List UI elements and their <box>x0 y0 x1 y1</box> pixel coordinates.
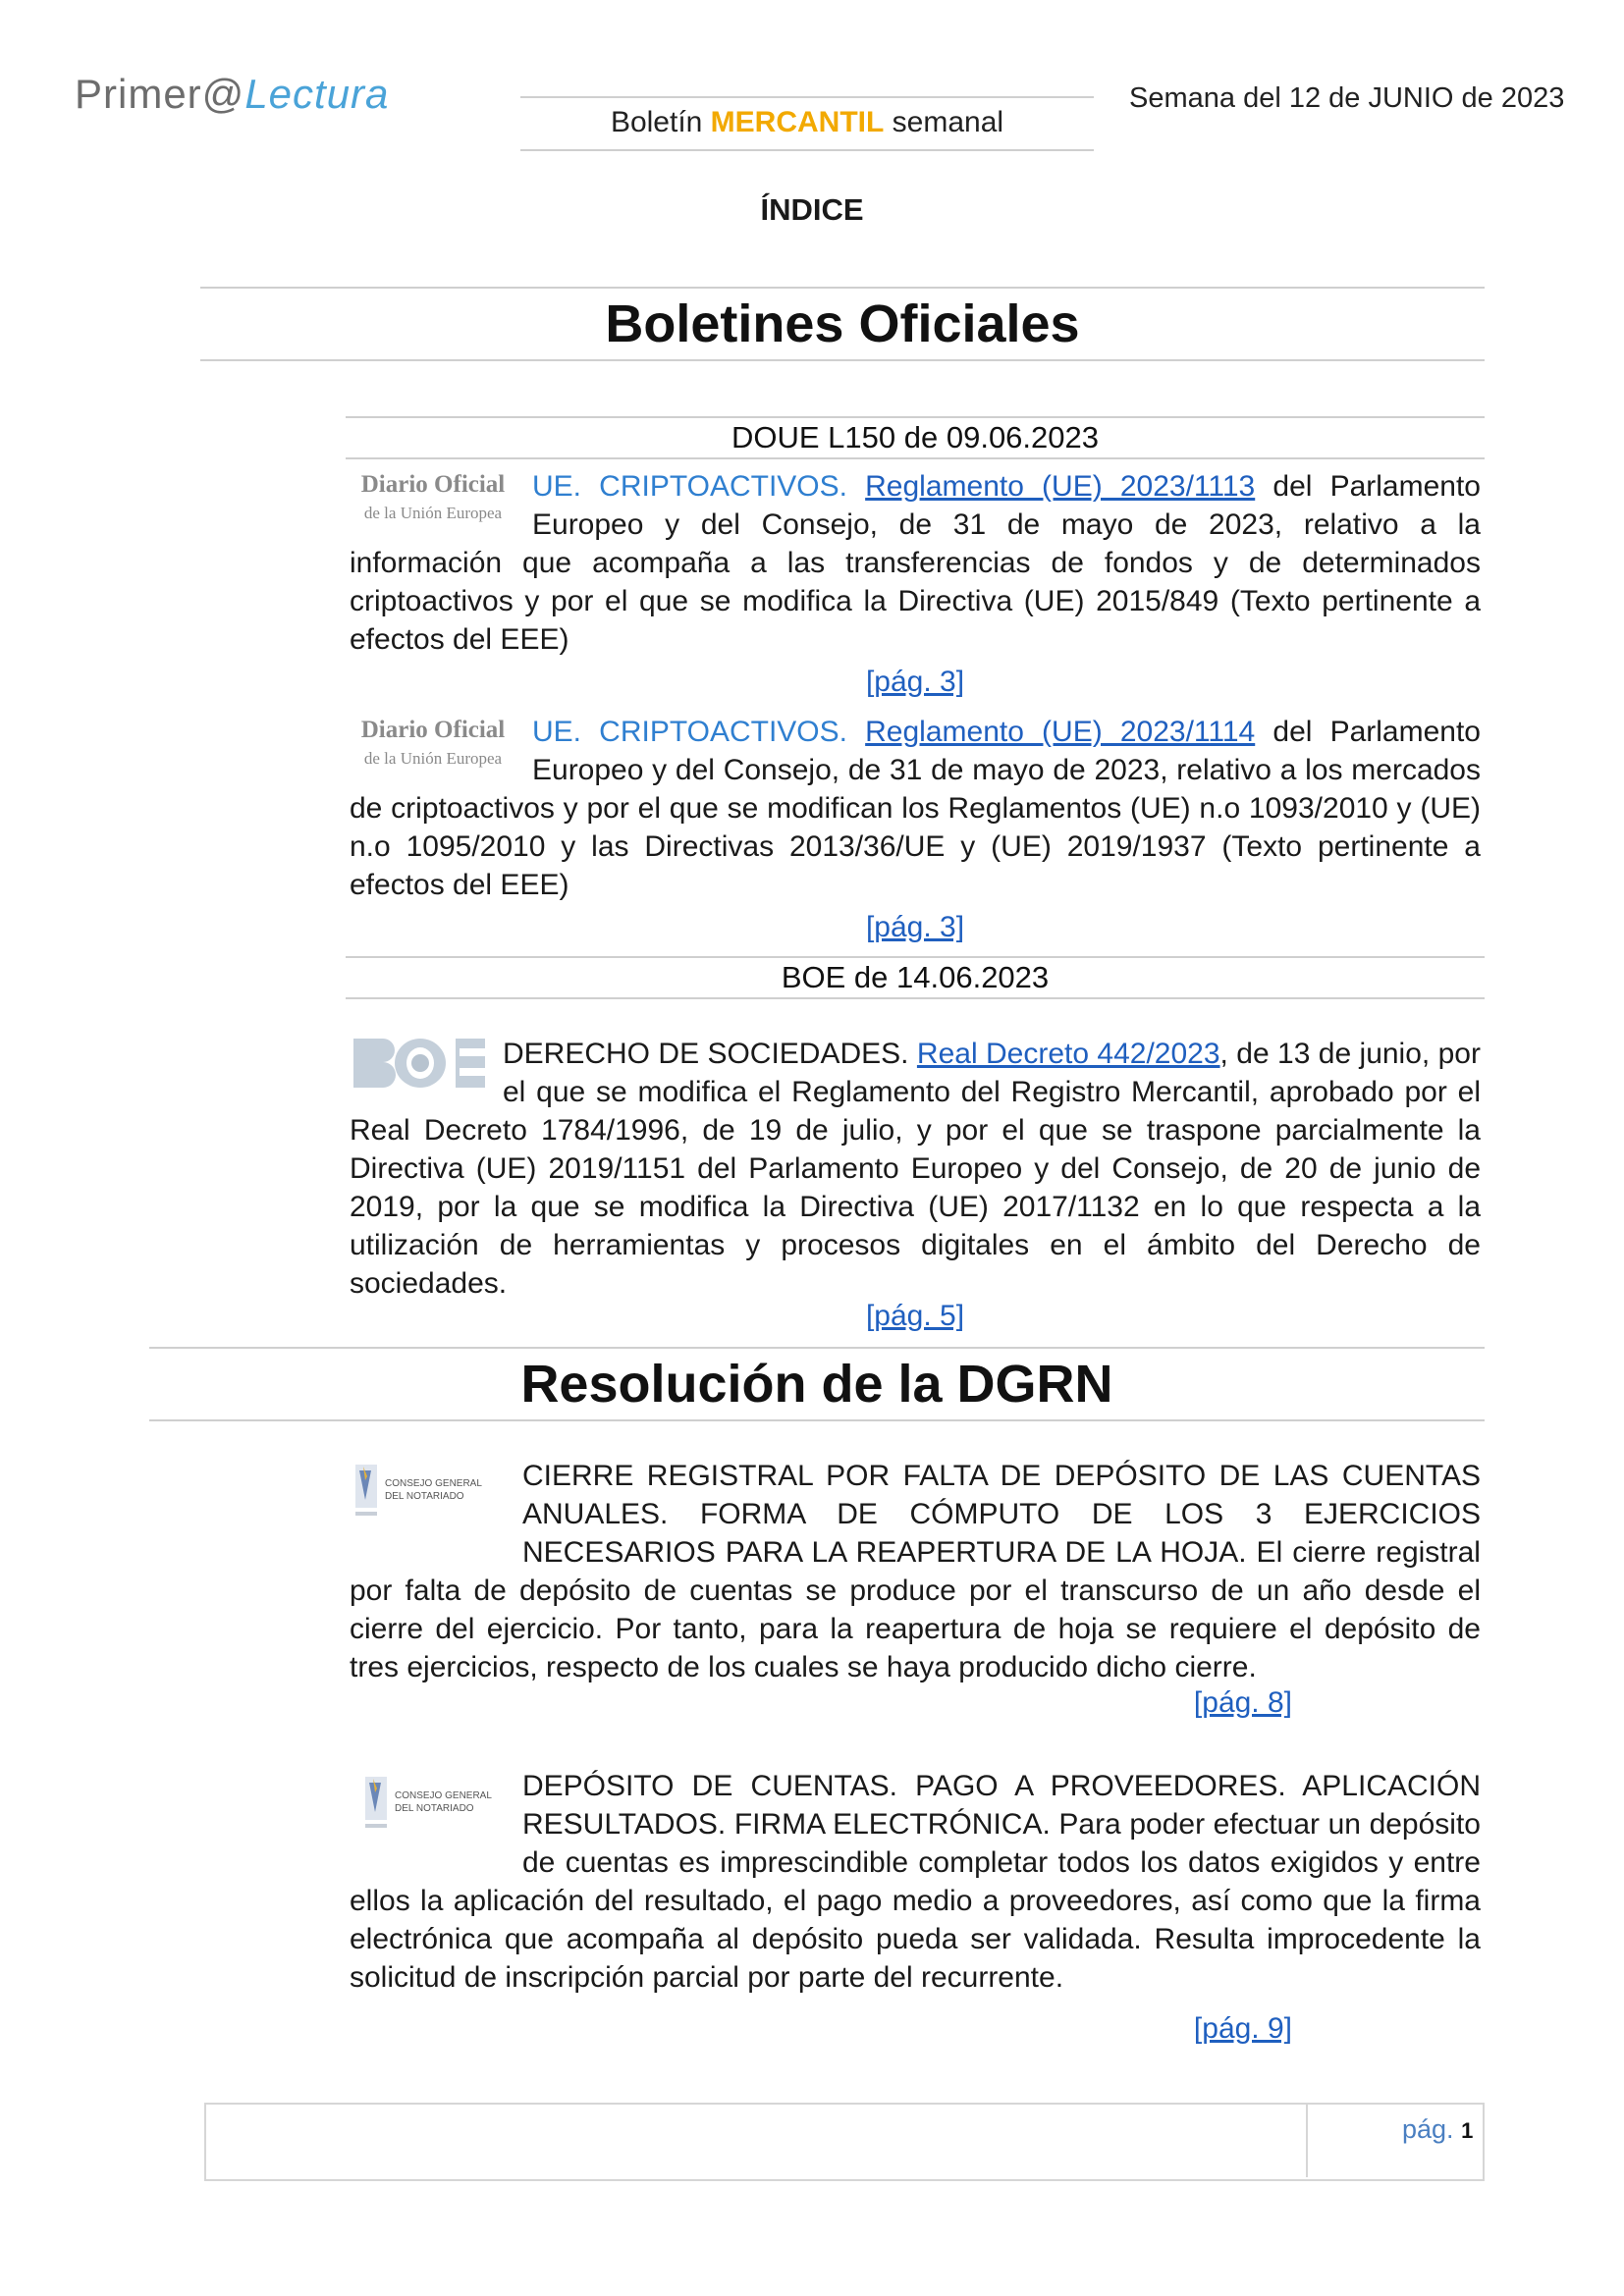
page-link[interactable]: [pág. 3] <box>865 911 965 943</box>
entry-text: El cierre registral por falta de depósito de cuentas se produce por el transcurso de un año desde el cierre del ejercicio. Por tanto, para la reapertura de hoja se requiere el depósito de tres ejercicios, respecto de los cuales se haya producido dicho cierre. <box>350 1536 1481 1683</box>
doue-logo-line2: de la Unión Europea <box>363 504 503 522</box>
boe-logo-icon <box>350 1035 487 1092</box>
page-link[interactable]: [pág. 9] <box>1193 2012 1292 2045</box>
page-number-value: 1 <box>1461 2118 1474 2143</box>
svg-text:DEL NOTARIADO: DEL NOTARIADO <box>385 1491 464 1502</box>
section-title-dgrn: Resolución de la DGRN <box>149 1347 1485 1421</box>
svg-text:DEL NOTARIADO: DEL NOTARIADO <box>395 1803 474 1814</box>
entry-text: Para poder efectuar un depósito de cuentas es imprescindible completar todos los datos exigidos y entre ellos la aplicación del resultado, el pago medio a proveedores, así como que la firma electrónica que acompaña al depósito pueda ser validada. Resulta improcedente la solicitud de inscripción parcial por parte del recurrente. <box>350 1808 1481 1994</box>
footer-divider <box>1306 2103 1308 2177</box>
doue-logo-line2: de la Unión Europea <box>363 749 503 768</box>
page-link[interactable]: [pág. 3] <box>865 666 965 698</box>
subheading-boe: BOE de 14.06.2023 <box>346 956 1485 999</box>
boe-logo <box>350 1035 487 1092</box>
entry-text: del Parlamento Europeo y del Consejo, de 31 de mayo de 2023, relativo a los mercados de criptoactivos y por el que se modifican los Reglamentos (UE) n.o 1093/2010 y (UE) n.o 1095/2010 y las Directivas 2013/36/UE y (UE) 2019/1937 (Texto pertinente a efectos del EEE) <box>350 716 1481 901</box>
entry-dgrn-deposito <box>350 1767 1481 1997</box>
entry-heading: CIERRE REGISTRAL POR FALTA DE DEPÓSITO DE LAS CUENTAS ANUALES. FORMA DE CÓMPUTO DE LOS 3 EJERCICIOS NECESARIOS PARA LA REAPERTURA DE LA HOJA. <box>522 1460 1481 1569</box>
entry-dgrn-cierre <box>350 1457 1481 1686</box>
bulletin-title <box>520 106 1094 139</box>
week-label: Semana del 12 de JUNIO de 2023 <box>1129 82 1565 114</box>
regulation-link-1113[interactable]: Reglamento (UE) 2023/1113 <box>865 470 1256 503</box>
svg-text:CONSEJO GENERAL: CONSEJO GENERAL <box>395 1790 492 1801</box>
entry-heading: UE. CRIPTOACTIVOS. <box>532 716 847 748</box>
bulletin-suffix: semanal <box>884 106 1004 138</box>
bulletin-prefix: Boletín <box>610 106 711 138</box>
index-title: ÍNDICE <box>760 192 864 227</box>
entry-text: del Parlamento Europeo y del Consejo, de 31 de mayo de 2023, relativo a la información que acompaña a las transferencias de fondos y de determinados criptoactivos y por el que se modifica la Directiva (UE) 2015/849 (Texto pertinente a efectos del EEE) <box>350 470 1481 656</box>
entry-boe-rd442 <box>350 1035 1481 1303</box>
doue-logo <box>350 467 516 544</box>
entry-doue-1113 <box>350 467 1481 659</box>
footer-box <box>204 2103 1485 2181</box>
logo-part1: Primer@ <box>75 71 245 117</box>
page-number <box>1402 2114 1473 2145</box>
entry-text: , de 13 de junio, por el que se modifica el Reglamento del Registro Mercantil, aprobado por el Real Decreto 1784/1996, de 19 de julio, y por el que se traspone parcialmente la Directiva (UE) 2019/1151 del Parlamento Europeo y del Consejo, de 20 de junio de 2019, por la que se modifica la Directiva (UE) 2017/1132 en lo que respecta a la utilización de herramientas y procesos digitales en el ámbito del Derecho de sociedades. <box>350 1038 1481 1300</box>
doue-logo <box>350 713 516 789</box>
bulletin-highlight: MERCANTIL <box>710 106 885 138</box>
page-link[interactable]: [pág. 8] <box>1193 1686 1292 1719</box>
regulation-link-rd442[interactable]: Real Decreto 442/2023 <box>916 1038 1220 1070</box>
brand-logo <box>75 71 389 118</box>
page-link[interactable]: [pág. 5] <box>865 1300 965 1332</box>
page-label: pág. <box>1402 2114 1462 2144</box>
entry-heading: DERECHO DE SOCIEDADES. <box>503 1038 909 1070</box>
cgn-logo <box>350 1767 507 1847</box>
cgn-logo <box>350 1457 507 1537</box>
notariado-logo-icon <box>350 1767 507 1847</box>
section-title-boletines: Boletines Oficiales <box>200 287 1485 361</box>
doue-logo-line1: Diario Oficial <box>360 717 506 743</box>
entry-doue-1114 <box>350 713 1481 904</box>
doue-logo-line1: Diario Oficial <box>360 471 506 498</box>
regulation-link-1114[interactable]: Reglamento (UE) 2023/1114 <box>865 716 1256 748</box>
notariado-logo-icon <box>350 1457 507 1537</box>
subheading-doue: DOUE L150 de 09.06.2023 <box>346 416 1485 459</box>
entry-heading: UE. CRIPTOACTIVOS. <box>532 470 847 503</box>
svg-text:CONSEJO GENERAL: CONSEJO GENERAL <box>385 1478 482 1489</box>
logo-part2: Lectura <box>244 71 390 117</box>
entry-heading: DEPÓSITO DE CUENTAS. PAGO A PROVEEDORES. APLICACIÓN RESULTADOS. FIRMA ELECTRÓNICA. <box>522 1770 1481 1841</box>
